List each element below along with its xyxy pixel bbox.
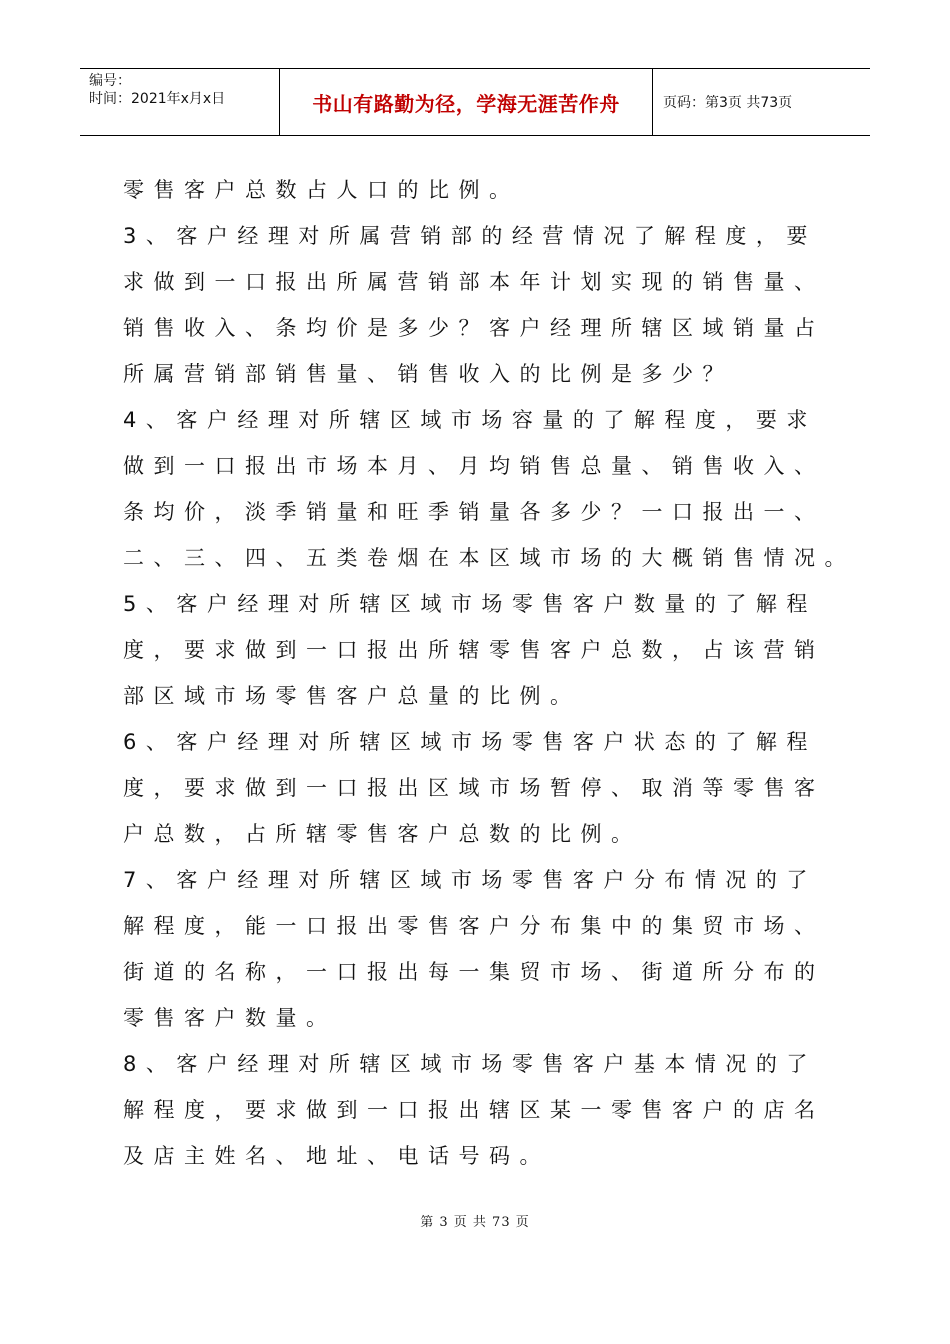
- document-body: [123, 167, 855, 1179]
- header-motto-cell: [280, 69, 653, 135]
- number-label: 编号：: [89, 73, 131, 89]
- text-line: 户总数，占所辖零售客户总数的比例。: [123, 822, 642, 846]
- text-line: 零售客户数量。: [123, 1006, 337, 1030]
- text-line: 街道的名称，一口报出每一集贸市场、街道所分布的: [123, 960, 825, 984]
- footer-page-number: 第 3 页 共 73 页: [420, 1215, 530, 1230]
- text-line: 及店主姓名、地址、电话号码。: [123, 1144, 550, 1168]
- page-header: [80, 68, 870, 136]
- text-line: 解程度，能一口报出零售客户分布集中的集贸市场、: [123, 914, 825, 938]
- text-line: 做到一口报出市场本月、月均销售总量、销售收入、: [123, 454, 825, 478]
- page-footer: [0, 1211, 950, 1230]
- page-info: 页码：第3页 共73页: [663, 95, 793, 111]
- text-line: 度，要求做到一口报出所辖零售客户总数，占该营销: [123, 638, 825, 662]
- text-line: 解程度，要求做到一口报出辖区某一零售客户的店名: [123, 1098, 825, 1122]
- text-line: 6、客户经理对所辖区域市场零售客户状态的了解程: [123, 730, 817, 754]
- text-line: 零售客户总数占人口的比例。: [123, 178, 520, 202]
- text-line: 8、客户经理对所辖区域市场零售客户基本情况的了: [123, 1052, 817, 1076]
- text-line: 7、客户经理对所辖区域市场零售客户分布情况的了: [123, 868, 817, 892]
- text-line: 销售收入、条均价是多少？客户经理所辖区域销量占: [123, 316, 825, 340]
- text-line: 二、三、四、五类卷烟在本区域市场的大概销售情况。: [123, 546, 855, 570]
- header-meta-cell: [80, 69, 280, 135]
- date-label: 时间：2021年x月x日: [89, 91, 226, 107]
- motto-text: 书山有路勤为径，学海无涯苦作舟: [312, 91, 620, 116]
- text-line: 度，要求做到一口报出区域市场暂停、取消等零售客: [123, 776, 825, 800]
- text-line: 5、客户经理对所辖区域市场零售客户数量的了解程: [123, 592, 817, 616]
- header-page-cell: [653, 69, 870, 135]
- text-line: 4、客户经理对所辖区域市场容量的了解程度，要求: [123, 408, 817, 432]
- text-line: 部区域市场零售客户总量的比例。: [123, 684, 581, 708]
- text-line: 条均价，淡季销量和旺季销量各多少？一口报出一、: [123, 500, 825, 524]
- text-line: 求做到一口报出所属营销部本年计划实现的销售量、: [123, 270, 825, 294]
- text-line: 所属营销部销售量、销售收入的比例是多少？: [123, 362, 733, 386]
- text-line: 3、客户经理对所属营销部的经营情况了解程度，要: [123, 224, 817, 248]
